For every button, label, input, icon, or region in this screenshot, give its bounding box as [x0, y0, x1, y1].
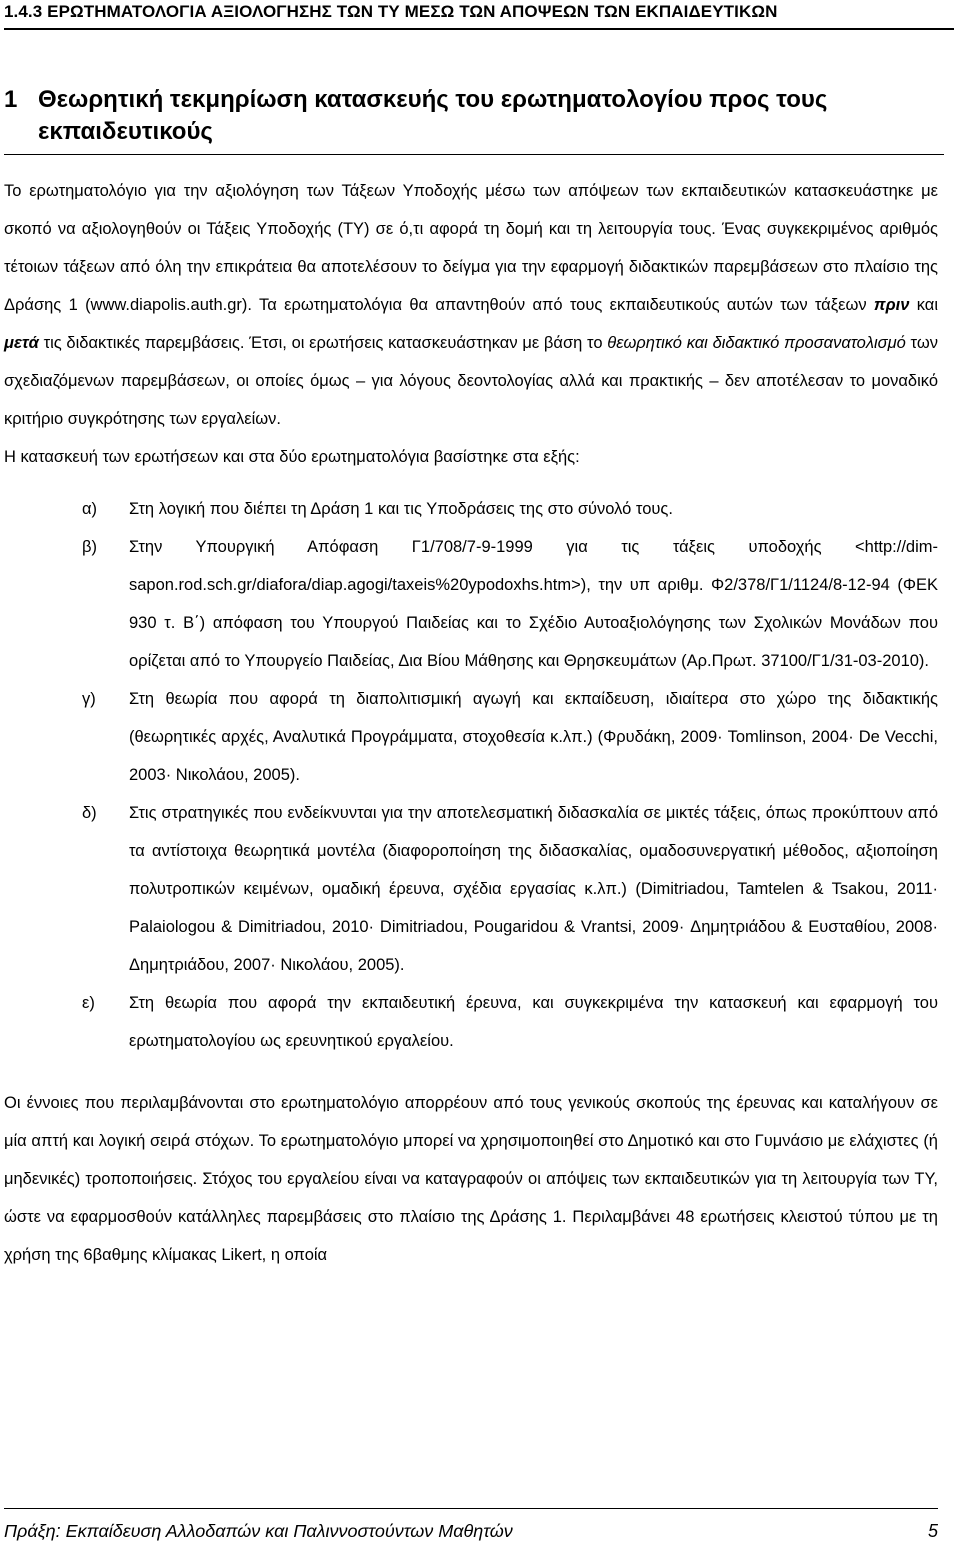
list-item-text: Στην Υπουργική Απόφαση Γ1/708/7-9-1999 για τις τάξεις υποδοχής <http://dim-sapon.rod.sch.gr/diafora/diap.agogi/taxeis%20ypodoxhs.htm>), την υπ αριθμ. Φ2/378/Γ1/1124/8-12-94 (ΦΕΚ 930 τ. Β΄) απόφαση του Υπουργού Παιδείας και το Σχέδιο Αυτοαξιολόγησης των Σχολικών Μονάδων που ορίζεται από το Υπουργείο Παιδείας, Δια Βίου Μάθησης και Θρησκευμάτων (Αρ.Πρωτ. 37100/Γ1/31-03-2010).	[129, 538, 938, 670]
list-item-marker: δ)	[82, 804, 97, 822]
list-item-text: Στη λογική που διέπει τη Δράση 1 και τις Υποδράσεις της στο σύνολό τους.	[129, 500, 673, 518]
list-item-marker: ε)	[82, 994, 95, 1012]
list-item-text: Στη θεωρία που αφορά την εκπαιδευτική έρευνα, και συγκεκριμένα την κατασκευή και εφαρμογή του ερωτηματολογίου ως ερευνητικού εργαλείου.	[129, 994, 938, 1050]
list-item	[4, 680, 938, 794]
body-text	[4, 172, 938, 1274]
footer-project-title: Πράξη: Εκπαίδευση Αλλοδαπών και Παλιννοστούντων Μαθητών	[4, 1521, 513, 1541]
list-item-marker: β)	[82, 538, 97, 556]
emphasis-after: μετά	[4, 334, 39, 352]
list-item-marker: γ)	[82, 690, 96, 708]
section-heading	[4, 84, 944, 155]
list-item-text: Στη θεωρία που αφορά τη διαπολιτισμική αγωγή και εκπαίδευση, ιδιαίτερα στο χώρο της διδακτικής (θεωρητικές αρχές, Αναλυτικά Προγράμματα, στοχοθεσία κ.λπ.) (Φρυδάκη, 2009· Tomlinson, 2004· De Vecchi, 2003· Νικολάου, 2005).	[129, 690, 938, 784]
paragraph-intro-text-c: τις διδακτικές παρεμβάσεις. Έτσι, οι ερωτήσεις κατασκευάστηκαν με βάση το	[43, 334, 603, 352]
running-header: 1.4.3 ΕΡΩΤΗΜΑΤΟΛΟΓΙΑ ΑΞΙΟΛΟΓΗΣΗΣ ΤΩΝ ΤΥ ΜΕΣΩ ΤΩΝ ΑΠΟΨΕΩΝ ΤΩΝ ΕΚΠΑΙΔΕΥΤΙΚΩΝ	[4, 2, 954, 30]
section-title: Θεωρητική τεκμηρίωση κατασκευής του ερωτηματολογίου προς τους εκπαιδευτικούς	[38, 86, 828, 145]
list-item	[4, 794, 938, 984]
running-footer	[4, 1508, 938, 1542]
list-item-marker: α)	[82, 500, 98, 518]
list-item	[4, 528, 938, 680]
paragraph-intro-text-b: και	[916, 296, 938, 314]
emphasis-before: πριν	[873, 296, 910, 314]
emphasis-orientation: θεωρητικό και διδακτικό προσανατολισμό	[607, 334, 906, 352]
paragraph-concepts: Οι έννοιες που περιλαμβάνονται στο ερωτηματολόγιο απορρέουν από τους γενικούς σκοπούς της έρευνας και καταλήγουν σε μία απτή και λογική σειρά στόχων. Το ερωτηματολόγιο μπορεί να χρησιμοποιηθεί στο Δημοτικό και στο Γυμνάσιο με ελάχιστες (ή μηδενικές) τροποποιήσεις. Στόχος του εργαλείου είναι να καταγραφούν οι απόψεις των εκπαιδευτικών για τη λειτουργία των ΤΥ, ώστε να εφαρμοσθούν κατάλληλες παρεμβάσεις στο πλαίσιο της Δράσης 1. Περιλαμβάνει 48 ερωτήσεις κλειστού τύπου με τη χρήση της 6βαθμης κλίμακας Likert, η οποία	[4, 1094, 938, 1264]
list-item	[4, 490, 938, 528]
paragraph-intro-text-a: Το ερωτηματολόγιο για την αξιολόγηση των Τάξεων Υποδοχής μέσω των απόψεων των εκπαιδευτικών κατασκευάστηκε με σκοπό να αξιολογηθούν οι Τάξεις Υποδοχής (ΤΥ) σε ό,τι αφορά τη δομή και τη λειτουργία τους. Ένας συγκεκριμένος αριθμός τέτοιων τάξεων από όλη την επικράτεια θα αποτελέσουν το δείγμα για την εφαρμογή διδακτικών παρεμβάσεων στο πλαίσιο της Δράσης 1 (www.diapolis.auth.gr). Τα ερωτηματολόγια θα απαντηθούν από τους εκπαιδευτικούς αυτών των τάξεων	[4, 182, 938, 314]
page-number: 5	[927, 1521, 938, 1541]
list-item-text: Στις στρατηγικές που ενδείκνυνται για την αποτελεσματική διδασκαλία σε μικτές τάξεις, όπως προκύπτουν από τα αντίστοιχα θεωρητικά μοντέλα (διαφοροποίηση της διδασκαλίας, ομαδοσυνεργατική μέθοδος, αξιοποίηση πολυτροπικών κειμένων, ομαδική έρευνα, σχέδια εργασίας κ.λπ.) (Dimitriadou, Tamtelen & Tsakou, 2011· Palaiologou & Dimitriadou, 2010· Dimitriadou, Pougaridou & Vrantsi, 2009· Δημητριάδου & Ευσταθίου, 2008· Δημητριάδου, 2007· Νικολάου, 2005).	[129, 804, 938, 974]
list-item	[4, 984, 938, 1060]
paragraph-intro-text-d: των σχεδιαζόμενων παρεμβάσεων, οι οποίες όμως – για λόγους δεοντολογίας αλλά και πρακτικής – δεν αποτέλεσαν το μοναδικό κριτήριο συγκρότησης των εργαλείων.	[4, 334, 938, 428]
paragraph-intro	[4, 172, 938, 438]
section-number: 1	[4, 86, 18, 113]
paragraph-basis: Η κατασκευή των ερωτήσεων και στα δύο ερωτηματολόγια βασίστηκε στα εξής:	[4, 448, 580, 466]
